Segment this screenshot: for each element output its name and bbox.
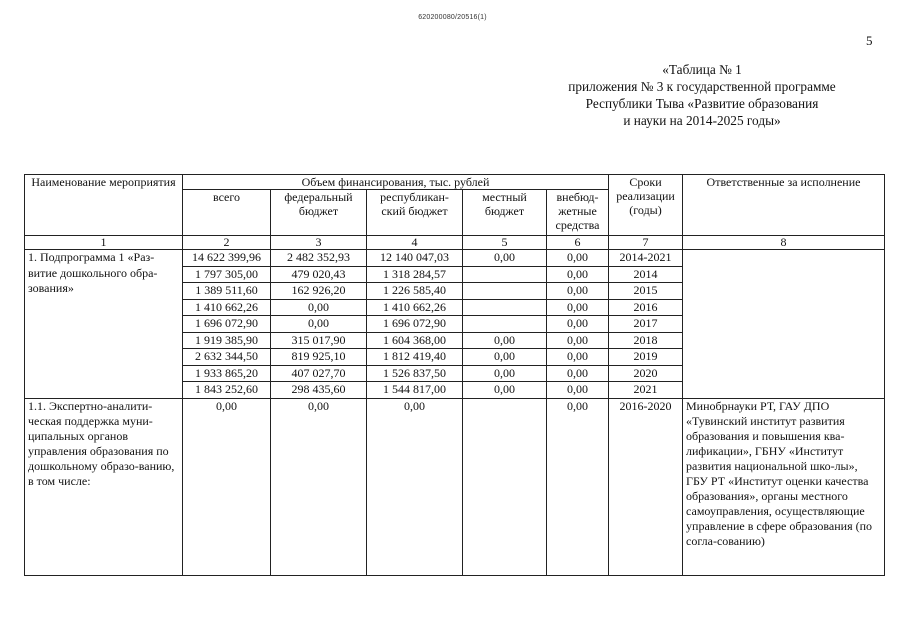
caption-line-4: и науки на 2014-2025 годы» <box>623 113 781 128</box>
column-number: 5 <box>463 236 547 250</box>
cell-republic: 1 604 368,00 <box>367 332 463 349</box>
item-1-1-name: 1.1. Экспертно-аналити-ческая поддержка муни-ципальных органов управления образования по дошкольному образо-ванию, в том числе: <box>25 398 183 575</box>
header-funding-group: Объем финансирования, тыс. рублей <box>183 175 609 190</box>
cell-federal: 0,00 <box>271 316 367 333</box>
cell-total: 0,00 <box>183 398 271 575</box>
cell-local <box>463 299 547 316</box>
column-number: 2 <box>183 236 271 250</box>
cell-extra: 0,00 <box>547 316 609 333</box>
cell-republic: 12 140 047,03 <box>367 250 463 267</box>
cell-period: 2018 <box>609 332 683 349</box>
cell-extra: 0,00 <box>547 398 609 575</box>
cell-period: 2016-2020 <box>609 398 683 575</box>
column-number: 3 <box>271 236 367 250</box>
cell-federal: 315 017,90 <box>271 332 367 349</box>
page-number: 5 <box>866 33 873 48</box>
cell-federal: 407 027,70 <box>271 365 367 382</box>
column-number: 6 <box>547 236 609 250</box>
subprogram-name: 1. Подпрограмма 1 «Раз-витие дошкольного обра-зования» <box>25 250 183 399</box>
cell-total: 2 632 344,50 <box>183 349 271 366</box>
funding-table <box>24 174 885 576</box>
cell-federal: 0,00 <box>271 299 367 316</box>
cell-local: 0,00 <box>463 332 547 349</box>
cell-federal: 819 925,10 <box>271 349 367 366</box>
cell-total: 1 919 385,90 <box>183 332 271 349</box>
cell-republic: 1 318 284,57 <box>367 266 463 283</box>
column-number: 7 <box>609 236 683 250</box>
cell-period: 2015 <box>609 283 683 300</box>
cell-republic: 1 526 837,50 <box>367 365 463 382</box>
cell-period: 2016 <box>609 299 683 316</box>
cell-extra: 0,00 <box>547 299 609 316</box>
cell-period: 2014-2021 <box>609 250 683 267</box>
column-number: 8 <box>683 236 885 250</box>
cell-local: 0,00 <box>463 382 547 399</box>
cell-total: 1 410 662,26 <box>183 299 271 316</box>
cell-period: 2020 <box>609 365 683 382</box>
cell-local <box>463 398 547 575</box>
header-responsible: Ответственные за исполнение <box>683 175 885 236</box>
cell-period: 2014 <box>609 266 683 283</box>
header-local: местный бюджет <box>463 190 547 236</box>
cell-federal: 0,00 <box>271 398 367 575</box>
table-row <box>25 250 885 267</box>
document-scan-code: 620200080/20516(1) <box>418 14 487 21</box>
cell-federal: 162 926,20 <box>271 283 367 300</box>
cell-total: 1 696 072,90 <box>183 316 271 333</box>
cell-local <box>463 266 547 283</box>
cell-period: 2019 <box>609 349 683 366</box>
caption-line-3: Республики Тыва «Развитие образования <box>585 96 819 111</box>
cell-federal: 2 482 352,93 <box>271 250 367 267</box>
cell-local: 0,00 <box>463 250 547 267</box>
cell-republic: 1 812 419,40 <box>367 349 463 366</box>
column-number: 4 <box>367 236 463 250</box>
caption-line-1: «Таблица № 1 <box>662 62 742 77</box>
cell-local: 0,00 <box>463 365 547 382</box>
cell-extra: 0,00 <box>547 349 609 366</box>
item-1-1-responsible: Минобрнауки РТ, ГАУ ДПО «Тувинский институт развития образования и повышения ква-лификации», ГБНУ «Институт развития национальной шко-лы», ГБУ РТ «Институт оценки качества образования», органы местного самоуправления, осуществляющие управление в сфере образования (по согла-сованию) <box>683 398 885 575</box>
header-period: Сроки реализации (годы) <box>609 175 683 236</box>
caption-line-2: приложения № 3 к государственной программе <box>568 79 836 94</box>
cell-republic: 1 696 072,90 <box>367 316 463 333</box>
cell-total: 14 622 399,96 <box>183 250 271 267</box>
table-row <box>25 398 885 575</box>
header-federal: федеральный бюджет <box>271 190 367 236</box>
cell-period: 2017 <box>609 316 683 333</box>
column-number: 1 <box>25 236 183 250</box>
cell-local <box>463 283 547 300</box>
cell-total: 1 933 865,20 <box>183 365 271 382</box>
cell-total: 1 843 252,60 <box>183 382 271 399</box>
cell-extra: 0,00 <box>547 365 609 382</box>
cell-extra: 0,00 <box>547 250 609 267</box>
header-extra: внебюд-жетные средства <box>547 190 609 236</box>
cell-local: 0,00 <box>463 349 547 366</box>
subprogram-responsible <box>683 250 885 399</box>
cell-extra: 0,00 <box>547 283 609 300</box>
column-number-row <box>25 236 885 250</box>
cell-extra: 0,00 <box>547 382 609 399</box>
header-name: Наименование мероприятия <box>25 175 183 236</box>
cell-republic: 1 544 817,00 <box>367 382 463 399</box>
cell-total: 1 389 511,60 <box>183 283 271 300</box>
cell-total: 1 797 305,00 <box>183 266 271 283</box>
header-republic: республикан-ский бюджет <box>367 190 463 236</box>
cell-republic: 1 226 585,40 <box>367 283 463 300</box>
cell-extra: 0,00 <box>547 266 609 283</box>
cell-extra: 0,00 <box>547 332 609 349</box>
table-caption <box>532 61 872 129</box>
cell-federal: 298 435,60 <box>271 382 367 399</box>
cell-republic: 0,00 <box>367 398 463 575</box>
cell-local <box>463 316 547 333</box>
cell-republic: 1 410 662,26 <box>367 299 463 316</box>
cell-federal: 479 020,43 <box>271 266 367 283</box>
cell-period: 2021 <box>609 382 683 399</box>
header-total: всего <box>183 190 271 236</box>
